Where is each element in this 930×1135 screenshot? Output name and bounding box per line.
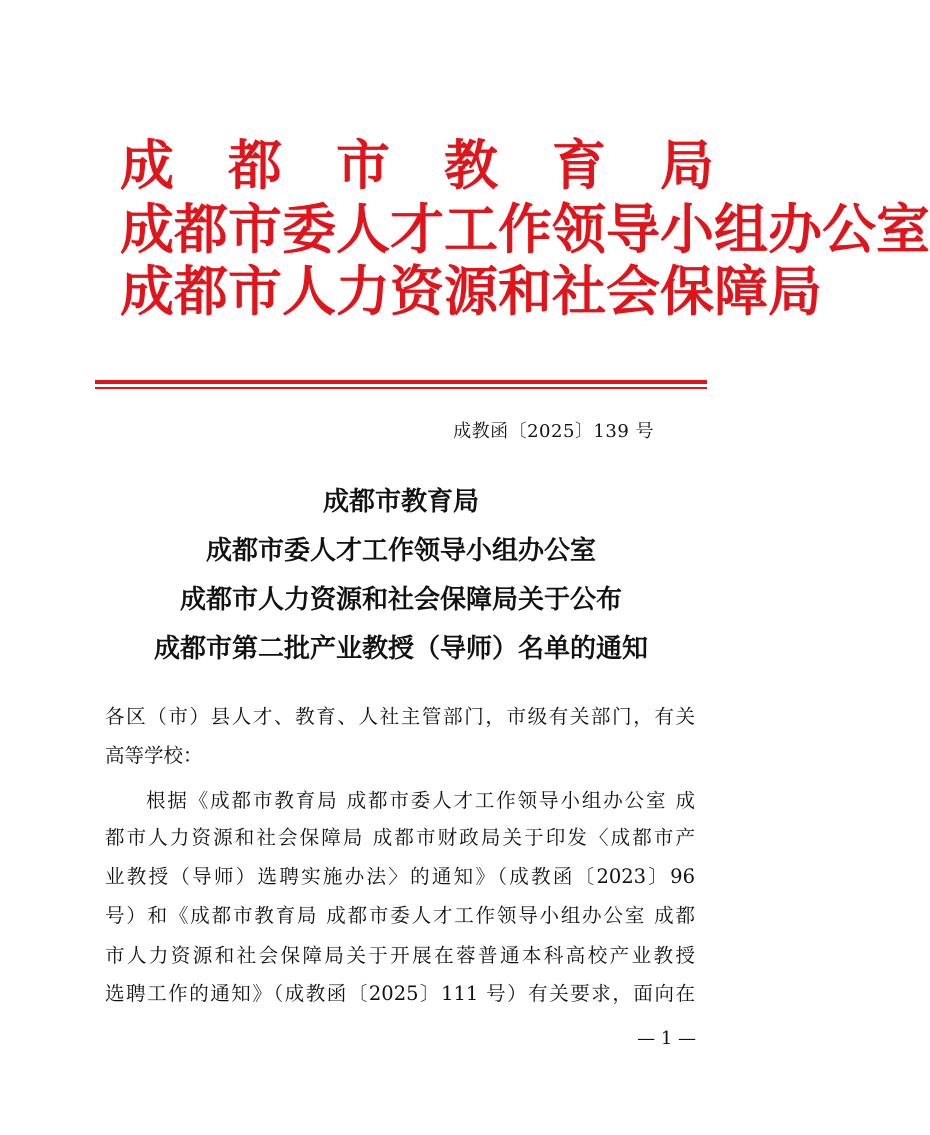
letterhead-line-3: 成都市人力资源和社会保障局 [120, 259, 822, 323]
paragraph-line-2: 都市人力资源和社会保障局 成都市财政局关于印发〈成都市产 [105, 826, 695, 849]
title-line-3: 成都市人力资源和社会保障局关于公布 [179, 585, 622, 615]
letterhead-line-1: 成 都 市 教 育 局 [120, 133, 714, 197]
salutation-line-1: 各区（市）县人才、教育、人社主管部门，市级有关部门，有关 [105, 705, 695, 728]
paragraph-line-4: 号）和《成都市教育局 成都市委人才工作领导小组办公室 成都 [105, 904, 695, 927]
letterhead-line-2: 成都市委人才工作领导小组办公室 [120, 197, 930, 261]
paragraph-line-5: 市人力资源和社会保障局关于开展在蓉普通本科高校产业教授 [105, 944, 695, 967]
document-number: 成教函〔2025〕139 号 [453, 421, 654, 442]
paragraph-line-6: 选聘工作的通知》（成教函〔2025〕111 号）有关要求，面向在 [105, 982, 695, 1005]
salutation-line-2: 高等学校： [105, 744, 203, 767]
red-divider-thick [95, 380, 707, 384]
paragraph-line-1: 根据《成都市教育局 成都市委人才工作领导小组办公室 成 [146, 789, 695, 812]
red-divider-thin [95, 387, 707, 389]
page-number: — 1 — [637, 1028, 696, 1049]
title-line-2: 成都市委人才工作领导小组办公室 [205, 536, 596, 566]
title-line-4: 成都市第二批产业教授（导师）名单的通知 [153, 634, 648, 664]
title-line-1: 成都市教育局 [322, 487, 479, 517]
paragraph-line-3: 业教授（导师）选聘实施办法〉的通知》（成教函〔2023〕96 [105, 865, 695, 888]
